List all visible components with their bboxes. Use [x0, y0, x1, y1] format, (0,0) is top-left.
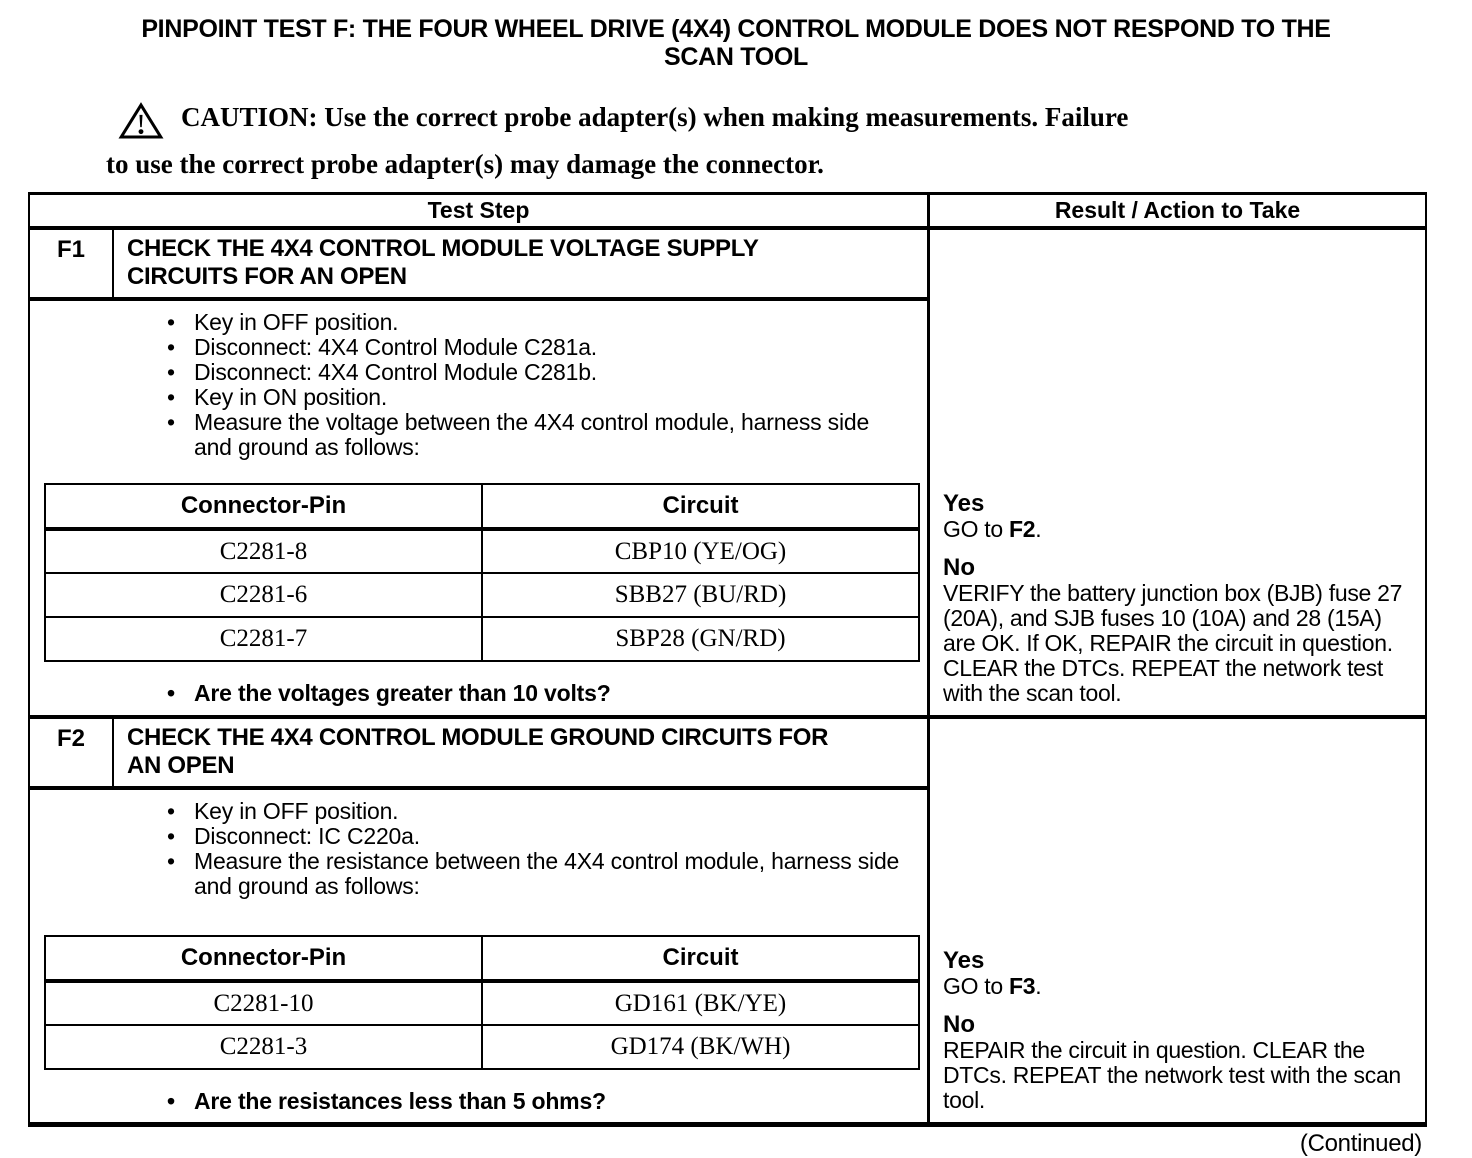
caution-text-line2: to use the correct probe adapter(s) may damage the connector. [106, 149, 824, 179]
step-id-f2: F2 [30, 719, 114, 786]
go-to-period: . [1035, 516, 1042, 542]
caution-triangle-icon [118, 102, 164, 148]
yes-action [943, 974, 1419, 999]
procedure-item: • Disconnect: IC C220a. [161, 824, 909, 849]
result-cell-f2 [930, 719, 1425, 1122]
procedure-item: • Key in OFF position. [161, 310, 909, 335]
table-row [45, 573, 919, 617]
caution-line1 [106, 101, 1332, 148]
no-label: No [943, 1011, 975, 1038]
column-header-result: Result / Action to Take [930, 195, 1425, 230]
connector-pin-value: C2281-10 [45, 981, 482, 1025]
caution-text-line1: CAUTION: Use the correct probe adapter(s) when making measurements. Failure [181, 102, 1129, 132]
caution-note [106, 101, 1332, 181]
step-question-f1: • Are the voltages greater than 10 volts? [161, 681, 909, 705]
question-list-f2 [30, 1089, 927, 1113]
table-row [45, 617, 919, 661]
pin-table-header-row [45, 936, 919, 981]
circuit-value: SBP28 (GN/RD) [482, 617, 919, 661]
circuit-value: GD161 (BK/YE) [482, 981, 919, 1025]
go-to-period: . [1035, 973, 1042, 999]
yes-label: Yes [943, 947, 985, 974]
column-header-test-step: Test Step [30, 195, 930, 230]
pinpoint-test-table [28, 192, 1427, 1127]
pin-table-header-circuit: Circuit [482, 936, 919, 981]
procedure-item: • Key in ON position. [161, 385, 909, 410]
pin-table-header-circuit: Circuit [482, 484, 919, 529]
procedure-list-f1 [30, 310, 927, 460]
go-to-target: F3 [1008, 973, 1036, 999]
yes-action [943, 517, 1419, 542]
connector-pin-value: C2281-3 [45, 1025, 482, 1069]
pin-circuit-table-f1 [44, 483, 920, 662]
go-to-text: GO to [943, 516, 1009, 542]
no-action: REPAIR the circuit in question. CLEAR the DTCs. REPEAT the network test with the scan tool. [943, 1037, 1401, 1113]
page-title [0, 0, 1472, 71]
question-list-f1 [30, 681, 927, 705]
procedure-item: • Measure the voltage between the 4X4 control module, harness side and ground as follows: [161, 410, 909, 460]
no-label: No [943, 554, 975, 581]
continued-note: (Continued) [1299, 1130, 1422, 1157]
test-step-cell-f1 [30, 230, 930, 719]
circuit-value: CBP10 (YE/OG) [482, 529, 919, 573]
step-header-f2 [30, 719, 927, 790]
procedure-list-f2 [30, 799, 927, 899]
go-to-text: GO to [943, 973, 1009, 999]
table-row [45, 981, 919, 1025]
yes-label: Yes [943, 490, 985, 517]
circuit-value: SBB27 (BU/RD) [482, 573, 919, 617]
connector-pin-value: C2281-8 [45, 529, 482, 573]
step-question-f2: • Are the resistances less than 5 ohms? [161, 1089, 909, 1113]
pin-table-header-connector: Connector-Pin [45, 484, 482, 529]
procedure-item: • Measure the resistance between the 4X4 control module, harness side and ground as follows: [161, 849, 909, 899]
step-header-f1 [30, 230, 927, 301]
connector-pin-value: C2281-7 [45, 617, 482, 661]
procedure-item: • Disconnect: 4X4 Control Module C281b. [161, 360, 909, 385]
step-id-f1: F1 [30, 230, 114, 297]
pin-table-header-row [45, 484, 919, 529]
circuit-value: GD174 (BK/WH) [482, 1025, 919, 1069]
step-title-f1: CHECK THE 4X4 CONTROL MODULE VOLTAGE SUPPLY CIRCUITS FOR AN OPEN [127, 235, 759, 290]
result-cell-f1 [930, 230, 1425, 719]
page-title-line2: SCAN TOOL [663, 43, 809, 71]
table-row [45, 529, 919, 573]
table-row [45, 1025, 919, 1069]
test-step-cell-f2 [30, 719, 930, 1122]
procedure-item: • Disconnect: 4X4 Control Module C281a. [161, 335, 909, 360]
pin-table-header-connector: Connector-Pin [45, 936, 482, 981]
step-title-f2: CHECK THE 4X4 CONTROL MODULE GROUND CIRCUITS FOR AN OPEN [127, 724, 829, 779]
page-title-line1: PINPOINT TEST F: THE FOUR WHEEL DRIVE (4X4) CONTROL MODULE DOES NOT RESPOND TO THE [141, 15, 1331, 43]
go-to-target: F2 [1008, 516, 1036, 542]
connector-pin-value: C2281-6 [45, 573, 482, 617]
no-action: VERIFY the battery junction box (BJB) fuse 27 (20A), and SJB fuses 10 (10A) and 28 (15A) are OK. If OK, REPAIR the circuit in question. CLEAR the DTCs. REPEAT the network test with the scan tool. [943, 580, 1403, 706]
pin-circuit-table-f2 [44, 935, 920, 1070]
procedure-item: • Key in OFF position. [161, 799, 909, 824]
